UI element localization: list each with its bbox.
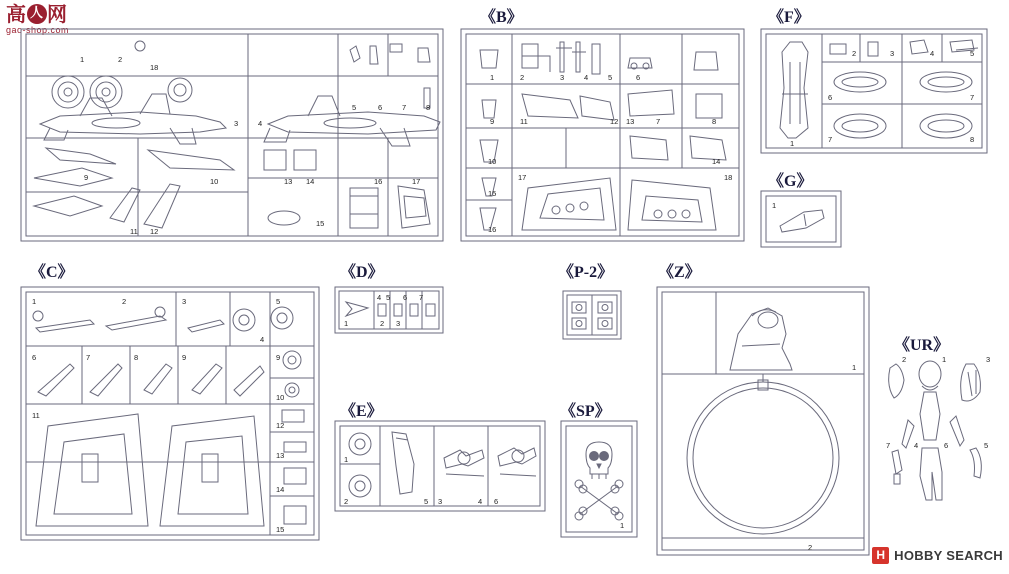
svg-text:15: 15 <box>276 525 285 534</box>
sprue-p2 <box>562 290 622 340</box>
svg-text:11: 11 <box>32 411 40 420</box>
svg-text:4: 4 <box>377 293 382 302</box>
svg-text:1: 1 <box>852 363 857 372</box>
svg-text:15: 15 <box>488 189 497 198</box>
svg-text:2: 2 <box>902 355 907 364</box>
svg-text:3: 3 <box>890 49 895 58</box>
svg-text:13: 13 <box>626 117 635 126</box>
sprue-label-b: 《B》 <box>480 9 523 26</box>
svg-text:1: 1 <box>32 297 37 306</box>
svg-text:9: 9 <box>84 173 89 182</box>
svg-text:11: 11 <box>130 227 138 236</box>
sprue-a <box>20 28 444 242</box>
svg-text:9: 9 <box>276 353 281 362</box>
svg-text:3: 3 <box>396 319 401 328</box>
svg-text:4: 4 <box>260 335 265 344</box>
svg-text:5: 5 <box>984 441 989 450</box>
svg-text:3: 3 <box>234 119 239 128</box>
svg-text:3: 3 <box>438 497 443 506</box>
svg-text:12: 12 <box>150 227 159 236</box>
svg-text:6: 6 <box>828 93 833 102</box>
watermark-circle-char: 人 <box>27 4 47 24</box>
svg-text:7: 7 <box>419 293 424 302</box>
svg-text:1: 1 <box>344 319 349 328</box>
svg-text:9: 9 <box>182 353 187 362</box>
sprue-label-z: 《Z》 <box>658 264 701 281</box>
svg-text:18: 18 <box>150 63 159 72</box>
svg-text:5: 5 <box>424 497 429 506</box>
sprue-b <box>460 28 745 242</box>
svg-text:3: 3 <box>182 297 187 306</box>
svg-text:14: 14 <box>306 177 315 186</box>
svg-text:4: 4 <box>258 119 263 128</box>
svg-text:6: 6 <box>944 441 949 450</box>
svg-text:8: 8 <box>426 103 431 112</box>
svg-text:4: 4 <box>930 49 935 58</box>
sprue-g <box>760 190 842 248</box>
sprue-label-e: 《E》 <box>340 403 383 420</box>
svg-text:3: 3 <box>560 73 565 82</box>
svg-text:4: 4 <box>478 497 483 506</box>
svg-text:5: 5 <box>608 73 613 82</box>
watermark-cn-char2: 网 <box>47 2 68 26</box>
svg-text:5: 5 <box>970 49 975 58</box>
svg-text:5: 5 <box>352 103 357 112</box>
sprue-e <box>334 420 546 512</box>
svg-text:6: 6 <box>494 497 499 506</box>
sprue-sp <box>560 420 638 538</box>
svg-text:17: 17 <box>412 177 421 186</box>
svg-text:16: 16 <box>374 177 383 186</box>
svg-text:11: 11 <box>520 117 528 126</box>
svg-text:8: 8 <box>712 117 717 126</box>
svg-text:18: 18 <box>724 173 733 182</box>
svg-text:2: 2 <box>852 49 857 58</box>
svg-text:7: 7 <box>828 135 833 144</box>
svg-text:1: 1 <box>80 55 85 64</box>
svg-text:1: 1 <box>942 355 947 364</box>
svg-text:6: 6 <box>378 103 383 112</box>
svg-text:10: 10 <box>488 157 497 166</box>
svg-text:2: 2 <box>344 497 349 506</box>
svg-text:8: 8 <box>134 353 139 362</box>
svg-text:7: 7 <box>656 117 661 126</box>
svg-text:5: 5 <box>386 293 391 302</box>
svg-text:8: 8 <box>970 135 975 144</box>
svg-text:2: 2 <box>520 73 525 82</box>
svg-text:1: 1 <box>772 201 777 210</box>
svg-text:7: 7 <box>886 441 891 450</box>
svg-text:2: 2 <box>380 319 385 328</box>
sprue-label-g: 《G》 <box>768 173 813 190</box>
sprue-z <box>656 286 870 556</box>
sprue-label-sp: 《SP》 <box>560 403 611 420</box>
svg-text:15: 15 <box>316 219 325 228</box>
sprue-label-ur: 《UR》 <box>894 337 950 354</box>
svg-text:1: 1 <box>344 455 349 464</box>
svg-text:6: 6 <box>403 293 408 302</box>
watermark-url: gao-shop.com <box>6 25 70 35</box>
svg-text:14: 14 <box>712 157 721 166</box>
svg-text:5: 5 <box>276 297 281 306</box>
sprue-label-c: 《C》 <box>30 264 74 281</box>
svg-text:16: 16 <box>488 225 497 234</box>
svg-text:4: 4 <box>584 73 589 82</box>
svg-text:6: 6 <box>32 353 37 362</box>
sprue-label-p2: 《P-2》 <box>558 264 614 281</box>
svg-text:12: 12 <box>276 421 285 430</box>
svg-text:9: 9 <box>490 117 495 126</box>
svg-text:13: 13 <box>284 177 293 186</box>
hobby-search-watermark <box>872 542 1003 568</box>
hobby-search-text: HOBBY SEARCH <box>894 547 1003 563</box>
sprue-label-f: 《F》 <box>768 9 810 26</box>
svg-text:1: 1 <box>490 73 495 82</box>
svg-text:7: 7 <box>86 353 91 362</box>
svg-text:14: 14 <box>276 485 285 494</box>
sprue-f <box>760 28 988 154</box>
svg-text:2: 2 <box>122 297 127 306</box>
watermark-cn-char: 高 <box>6 2 27 26</box>
sprue-label-d: 《D》 <box>340 264 384 281</box>
svg-text:1: 1 <box>790 139 795 148</box>
sprue-d <box>334 286 444 334</box>
svg-text:10: 10 <box>210 177 219 186</box>
svg-text:17: 17 <box>518 173 527 182</box>
svg-text:1: 1 <box>620 521 625 530</box>
svg-text:10: 10 <box>276 393 285 402</box>
svg-text:12: 12 <box>610 117 619 126</box>
svg-text:2: 2 <box>808 543 813 552</box>
svg-text:13: 13 <box>276 451 285 460</box>
svg-text:7: 7 <box>402 103 407 112</box>
svg-text:3: 3 <box>986 355 991 364</box>
svg-text:6: 6 <box>636 73 641 82</box>
svg-text:4: 4 <box>914 441 919 450</box>
hobby-search-mark-icon: H <box>872 547 889 564</box>
sprue-ur <box>880 352 1002 514</box>
sprue-c <box>20 286 320 541</box>
svg-text:7: 7 <box>970 93 975 102</box>
svg-text:2: 2 <box>118 55 123 64</box>
